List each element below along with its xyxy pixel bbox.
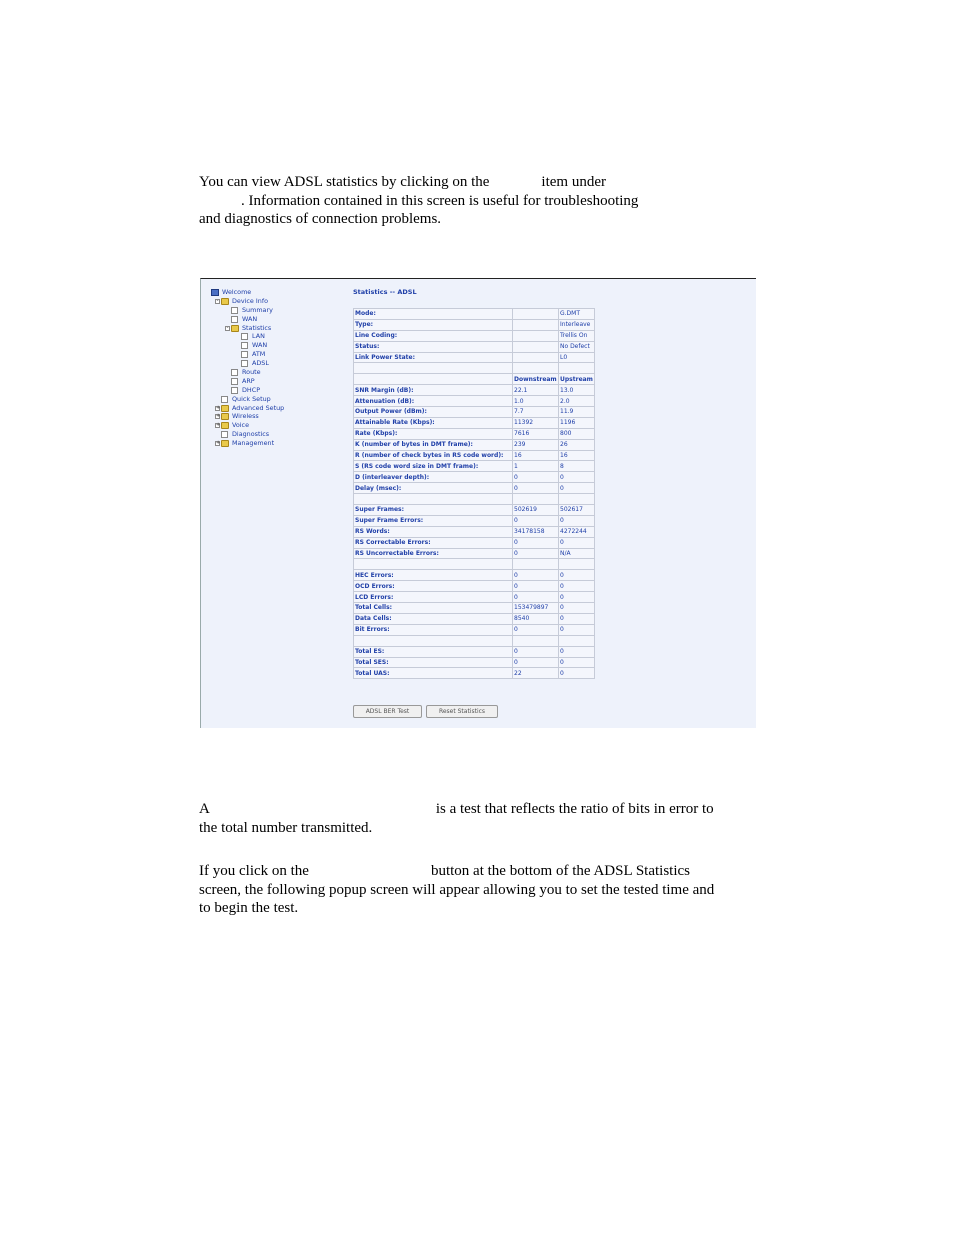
expand-icon[interactable]: +: [216, 404, 221, 411]
stats-cell: 34178158: [513, 526, 559, 537]
stats-cell: G.DMT: [559, 309, 595, 320]
stats-cell: Output Power (dBm):: [354, 407, 513, 418]
stats-cell: 0: [559, 657, 595, 668]
stats-cell: 1.0: [513, 396, 559, 407]
page-icon: [241, 351, 248, 358]
folder-icon: [221, 413, 229, 420]
adsl-statistics-screenshot: [200, 278, 756, 728]
stats-cell: Rate (Kbps):: [354, 428, 513, 439]
stats-cell: 22.1: [513, 385, 559, 396]
stats-cell: 0: [559, 483, 595, 494]
tree-item-label: Welcome: [222, 288, 252, 296]
statistics-title: Statistics -- ADSL: [353, 288, 417, 296]
stats-row: [354, 505, 595, 516]
ber-line1-b: is a test that reflects the ratio of bits in error to: [435, 801, 714, 817]
tree-item-voice[interactable]: [207, 421, 347, 430]
stats-cell: Total SES:: [354, 657, 513, 668]
stats-cell: OCD Errors:: [354, 581, 513, 592]
intro-line1-b: item under: [541, 174, 606, 190]
ber-line2: the total number transmitted.: [199, 819, 373, 836]
stats-cell: No Defect: [559, 341, 595, 352]
popup-line3: to begin the test.: [199, 900, 299, 917]
stats-cell: 0: [559, 581, 595, 592]
tree-item-label: LAN: [252, 332, 265, 341]
tree-item-route[interactable]: [207, 368, 347, 377]
ber-paragraph: [199, 800, 759, 837]
stats-cell: 0: [559, 646, 595, 657]
stats-cell: 1: [513, 461, 559, 472]
stats-cell: 0: [513, 548, 559, 559]
stats-cell: Type:: [354, 319, 513, 330]
stats-cell: S (RS code word size in DMT frame):: [354, 461, 513, 472]
folder-icon: [221, 422, 229, 429]
tree-item-arp[interactable]: [207, 377, 347, 386]
stats-cell: Total Cells:: [354, 603, 513, 614]
stats-cell: Delay (msec):: [354, 483, 513, 494]
stats-cell: 0: [559, 592, 595, 603]
stats-cell: 7616: [513, 428, 559, 439]
stats-cell: 22: [513, 668, 559, 679]
stats-cell: [559, 559, 595, 570]
stats-cell: [513, 635, 559, 646]
stats-cell: 0: [559, 603, 595, 614]
stats-row: [354, 450, 595, 461]
stats-cell: 0: [559, 624, 595, 635]
tree-item-label: ARP: [242, 376, 255, 385]
intro-paragraph: [199, 173, 759, 229]
stats-cell: 0: [559, 472, 595, 483]
intro-line1-a: You can view ADSL statistics by clicking on the: [199, 174, 490, 190]
stats-cell: Super Frame Errors:: [354, 515, 513, 526]
stats-row: [354, 407, 595, 418]
tree-item-label: Quick Setup: [232, 394, 271, 403]
stats-row: [354, 363, 595, 374]
tree-item-label: Voice: [232, 421, 250, 430]
tree-item-lan[interactable]: [207, 332, 347, 341]
stats-cell: RS Uncorrectable Errors:: [354, 548, 513, 559]
stats-row: [354, 494, 595, 505]
tree-item-wan[interactable]: [207, 315, 347, 324]
reset-statistics-button[interactable]: Reset Statistics: [426, 705, 498, 718]
stats-cell: [513, 319, 559, 330]
tree-item-diagnostics[interactable]: [207, 430, 347, 439]
stats-cell: Trellis On: [559, 330, 595, 341]
stats-row: [354, 417, 595, 428]
expand-icon[interactable]: +: [216, 413, 221, 420]
stats-cell: 0: [559, 515, 595, 526]
stats-row: [354, 341, 595, 352]
stats-cell: Interleave: [559, 319, 595, 330]
stats-cell: 11.9: [559, 407, 595, 418]
stats-row: [354, 559, 595, 570]
stats-cell: 0: [559, 570, 595, 581]
page-icon: [231, 307, 238, 314]
stats-cell: Upstream: [560, 375, 593, 383]
stats-cell: [513, 559, 559, 570]
tree-item-wireless[interactable]: [207, 412, 347, 421]
tree-item-quick-setup[interactable]: [207, 395, 347, 404]
stats-row: [354, 526, 595, 537]
stats-cell: 800: [559, 428, 595, 439]
tree-item-label: Statistics: [242, 323, 272, 332]
tree-item-statistics[interactable]: [207, 324, 347, 333]
tree-item-label: Summary: [242, 305, 273, 314]
stats-cell: 502619: [513, 505, 559, 516]
stats-cell: [354, 374, 513, 385]
stats-cell: N/A: [559, 548, 595, 559]
stats-row: [354, 613, 595, 624]
stats-cell: Downstream: [514, 375, 557, 383]
stats-row: [354, 385, 595, 396]
tree-item-label: ATM: [252, 350, 266, 359]
stats-cell: Bit Errors:: [354, 624, 513, 635]
stats-row: [354, 309, 595, 320]
stats-row: [354, 668, 595, 679]
page-icon: [241, 333, 248, 340]
stats-cell: K (number of bytes in DMT frame):: [354, 439, 513, 450]
tree-item-label: Device Info: [232, 296, 268, 305]
stats-cell: 16: [513, 450, 559, 461]
stats-row: [354, 472, 595, 483]
stats-cell: [559, 635, 595, 646]
stats-cell: Link Power State:: [354, 352, 513, 363]
stats-cell: Attenuation (dB):: [354, 396, 513, 407]
tree-item-management[interactable]: [207, 439, 347, 448]
stats-cell: Total ES:: [354, 646, 513, 657]
tree-item-welcome[interactable]: [207, 288, 347, 297]
stats-cell: RS Words:: [354, 526, 513, 537]
stats-cell: Data Cells:: [354, 613, 513, 624]
stats-row: [354, 374, 595, 385]
stats-row: [354, 548, 595, 559]
stats-row: [354, 483, 595, 494]
stats-cell: 0: [513, 570, 559, 581]
stats-cell: R (number of check bytes in RS code word):: [354, 450, 513, 461]
stats-cell: 0: [559, 613, 595, 624]
stats-row: [354, 352, 595, 363]
stats-cell: 1196: [559, 417, 595, 428]
stats-cell: 0: [559, 537, 595, 548]
monitor-icon: [211, 289, 219, 296]
page-icon: [231, 369, 238, 376]
stats-cell: [513, 341, 559, 352]
stats-cell: [513, 330, 559, 341]
stats-row: [354, 439, 595, 450]
ber-line1-a: A: [199, 801, 210, 817]
stats-cell: [354, 363, 513, 374]
stats-row: [354, 657, 595, 668]
popup-line1-a: If you click on the: [199, 863, 309, 879]
stats-row: [354, 624, 595, 635]
stats-cell: 0: [513, 483, 559, 494]
tree-item-summary[interactable]: [207, 306, 347, 315]
tree-item-label: WAN: [252, 341, 268, 350]
folder-icon: [221, 440, 229, 447]
stats-row: [354, 537, 595, 548]
stats-cell: 11392: [513, 417, 559, 428]
stats-row: [354, 319, 595, 330]
stats-cell: [354, 635, 513, 646]
tree-item-label: Wireless: [232, 412, 259, 421]
tree-item-label: DHCP: [242, 385, 261, 394]
tree-item-label: ADSL: [252, 359, 269, 368]
stats-cell: [354, 559, 513, 570]
tree-item-device-info[interactable]: [207, 297, 347, 306]
stats-cell: 4272244: [559, 526, 595, 537]
adsl-statistics-table: [353, 308, 595, 679]
stats-row: [354, 635, 595, 646]
stats-cell: 7.7: [513, 407, 559, 418]
stats-cell: 0: [513, 657, 559, 668]
stats-cell: 0: [513, 624, 559, 635]
page-icon: [241, 342, 248, 349]
folder-open-icon: [221, 298, 229, 305]
tree-item-label: Advanced Setup: [232, 403, 285, 412]
expand-icon[interactable]: +: [216, 440, 221, 447]
stats-cell: 0: [513, 537, 559, 548]
stats-cell: 502617: [559, 505, 595, 516]
stats-cell: [354, 494, 513, 505]
stats-cell: 0: [559, 668, 595, 679]
stats-row: [354, 646, 595, 657]
popup-line1-b: button at the bottom of the ADSL Statistics: [430, 863, 690, 879]
stats-cell: Mode:: [354, 309, 513, 320]
expand-icon[interactable]: +: [216, 422, 221, 429]
stats-cell: [559, 363, 595, 374]
stats-cell: 2.0: [559, 396, 595, 407]
stats-row: [354, 592, 595, 603]
stats-cell: 0: [513, 581, 559, 592]
stats-cell: 0: [513, 515, 559, 526]
intro-line3: and diagnostics of connection problems.: [199, 211, 442, 228]
tree-item-dhcp[interactable]: [207, 386, 347, 395]
stats-row: [354, 603, 595, 614]
stats-cell: Super Frames:: [354, 505, 513, 516]
popup-paragraph: [199, 862, 759, 918]
stats-cell: Attainable Rate (Kbps):: [354, 417, 513, 428]
tree-item-label: WAN: [242, 314, 258, 323]
page-icon: [221, 431, 228, 438]
stats-cell: 0: [513, 592, 559, 603]
popup-line2: screen, the following popup screen will appear allowing you to set the tested time and: [199, 881, 715, 898]
stats-row: [354, 461, 595, 472]
stats-cell: 153479897: [513, 603, 559, 614]
page-icon: [231, 378, 238, 385]
stats-cell: [513, 352, 559, 363]
stats-row: [354, 330, 595, 341]
stats-cell: 239: [513, 439, 559, 450]
adsl-ber-test-button[interactable]: ADSL BER Test: [353, 705, 422, 718]
stats-row: [354, 515, 595, 526]
stats-cell: [559, 494, 595, 505]
page-icon: [221, 396, 228, 403]
stats-cell: 0: [513, 472, 559, 483]
page-icon: [231, 316, 238, 323]
stats-cell: 16: [559, 450, 595, 461]
tree-item-advanced-setup[interactable]: [207, 404, 347, 413]
tree-item-label: Route: [242, 368, 261, 377]
intro-line2: . Information contained in this screen is useful for troubleshooting: [241, 192, 639, 209]
stats-row: [354, 581, 595, 592]
stats-cell: [513, 309, 559, 320]
page-icon: [231, 387, 238, 394]
collapse-icon[interactable]: -: [216, 297, 219, 304]
folder-icon: [221, 405, 229, 412]
tree-item-label: Management: [232, 439, 275, 448]
tree-item-wan[interactable]: [207, 341, 347, 350]
stats-cell: Total UAS:: [354, 668, 513, 679]
stats-cell: L0: [559, 352, 595, 363]
page-icon: [241, 360, 248, 367]
stats-cell: 8: [559, 461, 595, 472]
folder-open-icon: [231, 325, 239, 332]
stats-cell: [513, 363, 559, 374]
stats-cell: SNR Margin (dB):: [354, 385, 513, 396]
stats-row: [354, 428, 595, 439]
stats-cell: 0: [513, 646, 559, 657]
stats-row: [354, 396, 595, 407]
stats-cell: HEC Errors:: [354, 570, 513, 581]
navigation-tree: [207, 288, 347, 448]
stats-cell: RS Correctable Errors:: [354, 537, 513, 548]
stats-cell: LCD Errors:: [354, 592, 513, 603]
stats-cell: D (interleaver depth):: [354, 472, 513, 483]
stats-cell: Status:: [354, 341, 513, 352]
collapse-icon[interactable]: -: [226, 324, 229, 331]
stats-cell: 13.0: [559, 385, 595, 396]
stats-cell: 8540: [513, 613, 559, 624]
tree-item-adsl[interactable]: [207, 359, 347, 368]
stats-cell: Line Coding:: [354, 330, 513, 341]
stats-row: [354, 570, 595, 581]
stats-cell: [513, 494, 559, 505]
tree-item-label: Diagnostics: [232, 430, 270, 439]
tree-item-atm[interactable]: [207, 350, 347, 359]
stats-cell: 26: [559, 439, 595, 450]
